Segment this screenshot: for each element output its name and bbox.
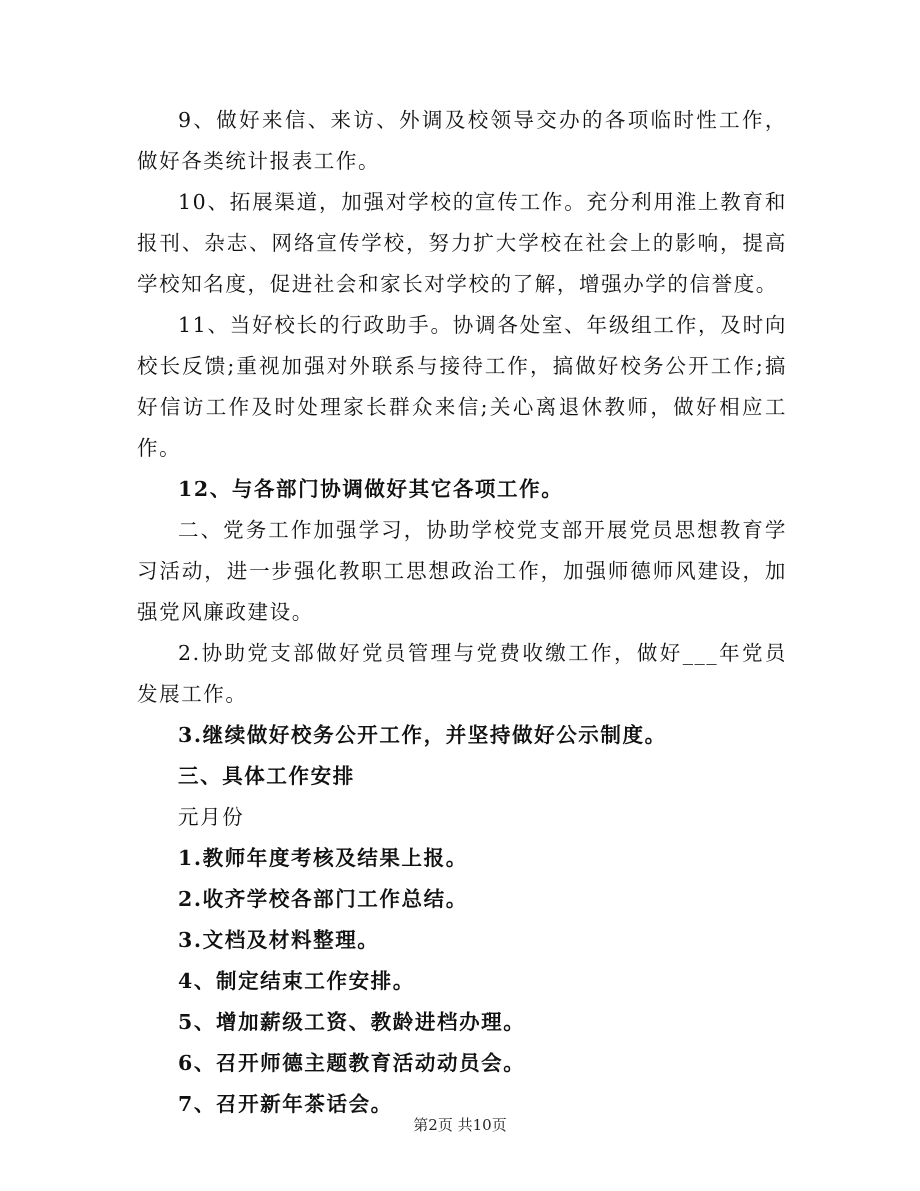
paragraph-party-member-management: 2.协助党支部做好党员管理与党费收缴工作，做好___年党员发展工作。: [137, 641, 787, 706]
page-number: 第2页 共10页: [413, 1116, 507, 1134]
document-body: [137, 100, 787, 1125]
january-item-1: 1.教师年度考核及结果上报。: [178, 846, 468, 870]
paragraph-item-9: 9、做好来信、来访、外调及校领导交办的各项临时性工作，做好各类统计报表工作。: [137, 108, 787, 173]
paragraph-school-affairs-disclosure: 3.继续做好校务公开工作，并坚持做好公示制度。: [178, 723, 667, 747]
january-item-7: 7、召开新年茶话会。: [178, 1092, 393, 1116]
month-heading-january: 元月份: [178, 805, 245, 829]
january-item-6: 6、召开师德主题教育活动动员会。: [178, 1051, 526, 1075]
paragraph-party-affairs: 二、党务工作加强学习，协助学校党支部开展党员思想教育学习活动，进一步强化教职工思想政治工作，加强师德师风建设，加强党风廉政建设。: [137, 518, 787, 624]
paragraph-item-11: 11、当好校长的行政助手。协调各处室、年级组工作，及时向校长反馈;重视加强对外联系与接待工作，搞做好校务公开工作;搞好信访工作及时处理家长群众来信;关心离退休教师，做好相应工作。: [137, 313, 787, 460]
january-item-2: 2.收齐学校各部门工作总结。: [178, 887, 468, 911]
section-heading-work-schedule: 三、具体工作安排: [178, 764, 355, 788]
january-item-5: 5、增加薪级工资、教龄进档办理。: [178, 1010, 526, 1034]
january-item-3: 3.文档及材料整理。: [178, 928, 380, 952]
paragraph-item-10: 10、拓展渠道，加强对学校的宣传工作。充分利用淮上教育和报刊、杂志、网络宣传学校，努力扩大学校在社会上的影响，提高学校知名度，促进社会和家长对学校的了解，增强办学的信誉度。: [137, 190, 787, 296]
paragraph-item-12: 12、与各部门协调做好其它各项工作。: [178, 477, 564, 501]
january-item-4: 4、制定结束工作安排。: [178, 969, 415, 993]
